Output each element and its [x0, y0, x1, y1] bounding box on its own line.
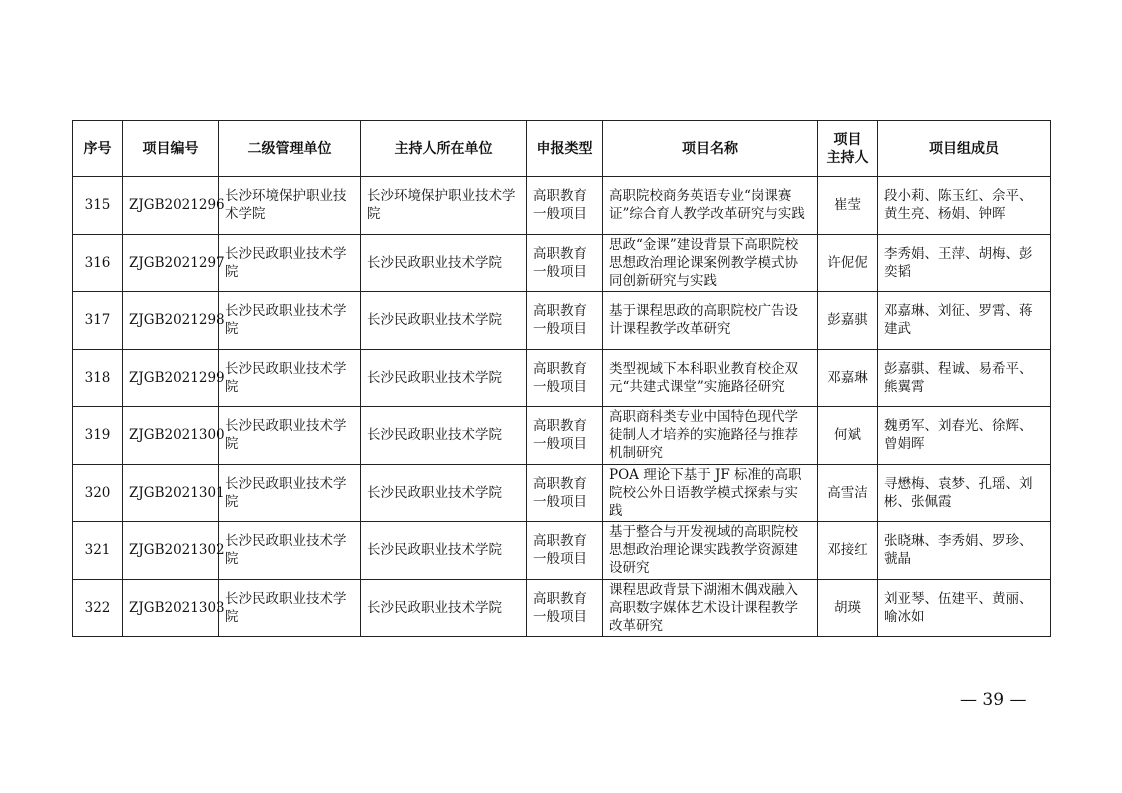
header-host-line1: 项目 — [833, 131, 862, 148]
cell-members: 李秀娟、王萍、胡梅、彭奕韬 — [878, 234, 1051, 292]
cell-code: ZJGB2021300 — [123, 407, 219, 465]
cell-members: 魏勇军、刘春光、徐辉、曾娟晖 — [878, 407, 1051, 465]
cell-name: 高职院校商务英语专业“岗课赛证”综合育人教学改革研究与实践 — [603, 177, 818, 235]
cell-host: 何斌 — [818, 407, 878, 465]
cell-host-unit: 长沙民政职业技术学院 — [361, 464, 527, 522]
cell-seq: 316 — [73, 234, 123, 292]
cell-code: ZJGB2021297 — [123, 234, 219, 292]
cell-host: 邓接红 — [818, 522, 878, 580]
table-row — [73, 407, 1051, 465]
header-host-line2: 主持人 — [826, 149, 869, 166]
header-code: 项目编号 — [123, 121, 219, 177]
table-row — [73, 234, 1051, 292]
cell-unit: 长沙民政职业技术学院 — [219, 292, 361, 350]
cell-name: 类型视域下本科职业教育校企双元“共建式课堂”实施路径研究 — [603, 349, 818, 407]
cell-seq: 315 — [73, 177, 123, 235]
cell-seq: 321 — [73, 522, 123, 580]
cell-code: ZJGB2021299 — [123, 349, 219, 407]
cell-host-unit: 长沙民政职业技术学院 — [361, 522, 527, 580]
cell-members: 彭嘉骐、程诚、易希平、熊翼霄 — [878, 349, 1051, 407]
cell-code: ZJGB2021298 — [123, 292, 219, 350]
cell-name: 基于课程思政的高职院校广告设计课程教学改革研究 — [603, 292, 818, 350]
cell-code: ZJGB2021296 — [123, 177, 219, 235]
cell-unit: 长沙环境保护职业技术学院 — [219, 177, 361, 235]
cell-seq: 322 — [73, 579, 123, 637]
page-number: — 39 — — [960, 690, 1027, 710]
header-type: 申报类型 — [527, 121, 603, 177]
cell-seq: 319 — [73, 407, 123, 465]
cell-members: 张晓琳、李秀娟、罗珍、虢晶 — [878, 522, 1051, 580]
cell-seq: 318 — [73, 349, 123, 407]
cell-members: 段小莉、陈玉红、佘平、黄生亮、杨娟、钟晖 — [878, 177, 1051, 235]
cell-host: 崔莹 — [818, 177, 878, 235]
cell-type: 高职教育一般项目 — [527, 407, 603, 465]
cell-name: 课程思政背景下湖湘木偶戏融入高职数字媒体艺术设计课程教学改革研究 — [603, 579, 818, 637]
cell-unit: 长沙民政职业技术学院 — [219, 522, 361, 580]
cell-unit: 长沙民政职业技术学院 — [219, 407, 361, 465]
cell-host: 邓嘉琳 — [818, 349, 878, 407]
table-row — [73, 349, 1051, 407]
cell-code: ZJGB2021302 — [123, 522, 219, 580]
cell-type: 高职教育一般项目 — [527, 234, 603, 292]
cell-type: 高职教育一般项目 — [527, 464, 603, 522]
cell-host: 许伲伲 — [818, 234, 878, 292]
cell-code: ZJGB2021301 — [123, 464, 219, 522]
cell-host-unit: 长沙民政职业技术学院 — [361, 292, 527, 350]
table-row — [73, 292, 1051, 350]
cell-host-unit: 长沙民政职业技术学院 — [361, 349, 527, 407]
table-row — [73, 177, 1051, 235]
project-table — [72, 120, 1051, 637]
cell-unit: 长沙民政职业技术学院 — [219, 234, 361, 292]
cell-host-unit: 长沙民政职业技术学院 — [361, 407, 527, 465]
cell-host-unit: 长沙民政职业技术学院 — [361, 234, 527, 292]
cell-unit: 长沙民政职业技术学院 — [219, 579, 361, 637]
cell-name: 基于整合与开发视域的高职院校思想政治理论课实践教学资源建设研究 — [603, 522, 818, 580]
cell-members: 邓嘉琳、刘征、罗霄、蒋建武 — [878, 292, 1051, 350]
cell-unit: 长沙民政职业技术学院 — [219, 464, 361, 522]
table-row — [73, 464, 1051, 522]
cell-name: POA 理论下基于 JF 标准的高职院校公外日语教学模式探索与实践 — [603, 464, 818, 522]
cell-name: 思政“金课”建设背景下高职院校思想政治理论课案例教学模式协同创新研究与实践 — [603, 234, 818, 292]
cell-seq: 317 — [73, 292, 123, 350]
cell-type: 高职教育一般项目 — [527, 292, 603, 350]
cell-seq: 320 — [73, 464, 123, 522]
cell-host-unit: 长沙环境保护职业技术学院 — [361, 177, 527, 235]
header-seq: 序号 — [73, 121, 123, 177]
cell-type: 高职教育一般项目 — [527, 349, 603, 407]
cell-type: 高职教育一般项目 — [527, 579, 603, 637]
table-row — [73, 522, 1051, 580]
cell-members: 寻懋梅、袁梦、孔瑶、刘彬、张佩霞 — [878, 464, 1051, 522]
cell-host-unit: 长沙民政职业技术学院 — [361, 579, 527, 637]
cell-host: 胡瑛 — [818, 579, 878, 637]
table-row — [73, 579, 1051, 637]
cell-name: 高职商科类专业中国特色现代学徒制人才培养的实施路径与推荐机制研究 — [603, 407, 818, 465]
table-header-row — [73, 121, 1051, 177]
cell-members: 刘亚琴、伍建平、黄丽、喻冰如 — [878, 579, 1051, 637]
header-host-unit: 主持人所在单位 — [361, 121, 527, 177]
cell-type: 高职教育一般项目 — [527, 522, 603, 580]
header-members: 项目组成员 — [878, 121, 1051, 177]
cell-host: 彭嘉骐 — [818, 292, 878, 350]
cell-unit: 长沙民政职业技术学院 — [219, 349, 361, 407]
cell-host: 高雪洁 — [818, 464, 878, 522]
header-host — [818, 121, 878, 177]
header-unit: 二级管理单位 — [219, 121, 361, 177]
cell-type: 高职教育一般项目 — [527, 177, 603, 235]
cell-code: ZJGB2021303 — [123, 579, 219, 637]
header-name: 项目名称 — [603, 121, 818, 177]
